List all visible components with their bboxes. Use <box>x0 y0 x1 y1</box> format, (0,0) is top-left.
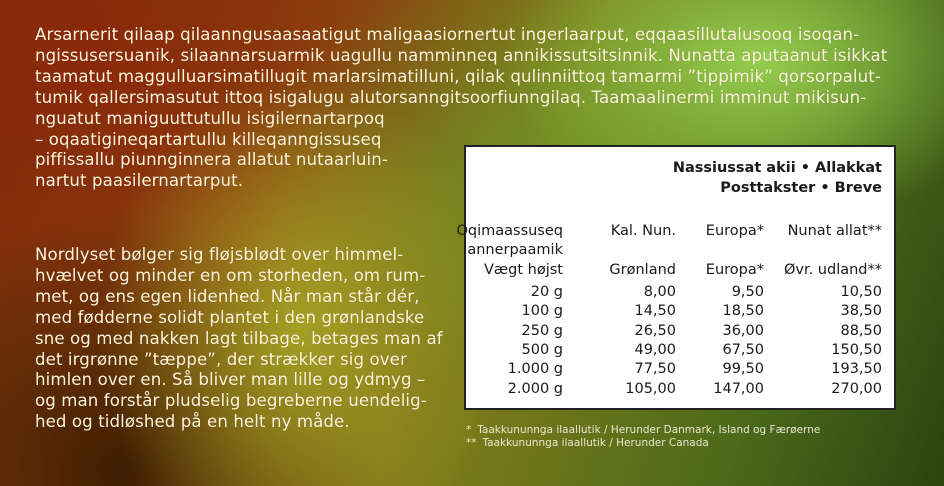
price-cell: 9,50 <box>731 284 764 300</box>
weight-cell: 2.000 g <box>507 380 563 397</box>
danish-text-line: met, og ens egen lidenhed. Når man står dér, <box>35 286 420 306</box>
danish-text-line: med fødderne solidt plantet i den grønlandske <box>35 307 425 327</box>
danish-text-line: sne og med nakken lagt tilbage, betages man af <box>35 328 443 348</box>
table-header-cell: annerpaamik <box>467 242 563 258</box>
footnote <box>466 424 820 437</box>
greenlandic-text-line: tumik qallersimasutut ittoq isigalugu alutorsanngitsoorfiunngilaq. Taamaalinermi imminut mikisun- <box>35 87 867 107</box>
footnotes <box>466 424 820 450</box>
price-cell: 26,50 <box>634 322 676 339</box>
price-cell: 150,50 <box>831 341 882 358</box>
greenlandic-text-line: Arsarnerit qilaap qilaanngusaasaatigut maligaasiornertut ingerlaarput, eqqaasillutalusooq isoqan- <box>35 25 860 44</box>
footnote-mark: * <box>466 424 472 436</box>
price-cell: 147,00 <box>713 380 764 397</box>
price-cell: 270,00 <box>831 380 882 397</box>
price-cell: 99,50 <box>722 361 764 378</box>
greenlandic-text-line: ngissusersuanik, silaannarsuarmik uagullu namminneq annikissutsitsinnik. Nunatta aputaanut isikkat <box>35 45 888 65</box>
price-cell: 49,00 <box>634 341 676 358</box>
table-header-cell: Øvr. udland** <box>783 262 882 278</box>
table-title-line1: Nassiussat akii • Allakkat <box>672 160 882 176</box>
price-cell: 77,50 <box>634 361 676 378</box>
table-header-cell: Oqimaassuseq <box>456 223 563 239</box>
greenlandic-text-line: piffissallu piunnginnera allatut nutaarluin- <box>35 150 388 170</box>
weight-cell: 250 g <box>521 322 563 339</box>
danish-text <box>35 245 443 433</box>
price-cell: 36,00 <box>722 322 764 339</box>
price-cell: 193,50 <box>831 361 882 378</box>
danish-text-line: himlen over en. Så bliver man lille og ydmyg – <box>35 370 426 390</box>
greenlandic-text-line: nartut paasilernartarput. <box>35 171 244 191</box>
postage-rates-table <box>456 145 896 410</box>
footnote <box>466 437 820 450</box>
danish-text-line: det irgrønne ”tæppe”, der strækker sig over <box>35 349 407 369</box>
danish-text-line: hed og tidløshed på en helt ny måde. <box>35 412 350 432</box>
table-header-cell: Vægt højst <box>484 262 563 278</box>
weight-cell: 20 g <box>530 284 563 300</box>
greenlandic-text-line: nguatut maniguuttutullu isigilernartarpoq <box>35 108 385 128</box>
price-cell: 38,50 <box>840 303 882 320</box>
table-header-cell: Europa* <box>705 262 764 278</box>
footnote-mark: ** <box>466 437 477 449</box>
table-title-line2: Posttakster • Breve <box>720 180 882 196</box>
footnote-text: Taakkununnga ilaallutik / Herunder Danmark, Island og Færøerne <box>477 424 821 436</box>
table-header-cell: Kal. Nun. <box>610 223 676 239</box>
danish-text-line: hvælvet og minder en om storheden, om rum- <box>35 265 426 285</box>
weight-cell: 500 g <box>521 341 563 358</box>
price-cell: 8,00 <box>643 284 676 300</box>
price-cell: 105,00 <box>625 380 676 397</box>
price-cell: 14,50 <box>634 303 676 320</box>
price-cell: 10,50 <box>840 284 882 300</box>
table-header-cell: Europa* <box>705 223 764 239</box>
footnote-text: Taakkununnga ilaallutik / Herunder Canada <box>482 437 709 449</box>
greenlandic-text-line: taamatut maggulluarsimatillugit marlarsimatilluni, qilak qulinniittoq tamarmi ”tippimik” qorsorpalut- <box>35 66 881 86</box>
price-cell: 88,50 <box>840 322 882 339</box>
price-cell: 67,50 <box>722 341 764 358</box>
price-cell: 18,50 <box>722 303 764 320</box>
greenlandic-text-line: – oqaatigineqartartullu killeqanngissuseq <box>35 129 382 149</box>
weight-cell: 1.000 g <box>507 361 563 378</box>
danish-text-line: Nordlyset bølger sig fløjsblødt over himmel- <box>35 245 404 264</box>
danish-text-line: og man forstår pludselig begreberne uendelig- <box>35 391 427 411</box>
weight-cell: 100 g <box>521 303 563 320</box>
table-header-cell: Grønland <box>609 262 676 278</box>
table-header-cell: Nunat allat** <box>787 223 882 239</box>
